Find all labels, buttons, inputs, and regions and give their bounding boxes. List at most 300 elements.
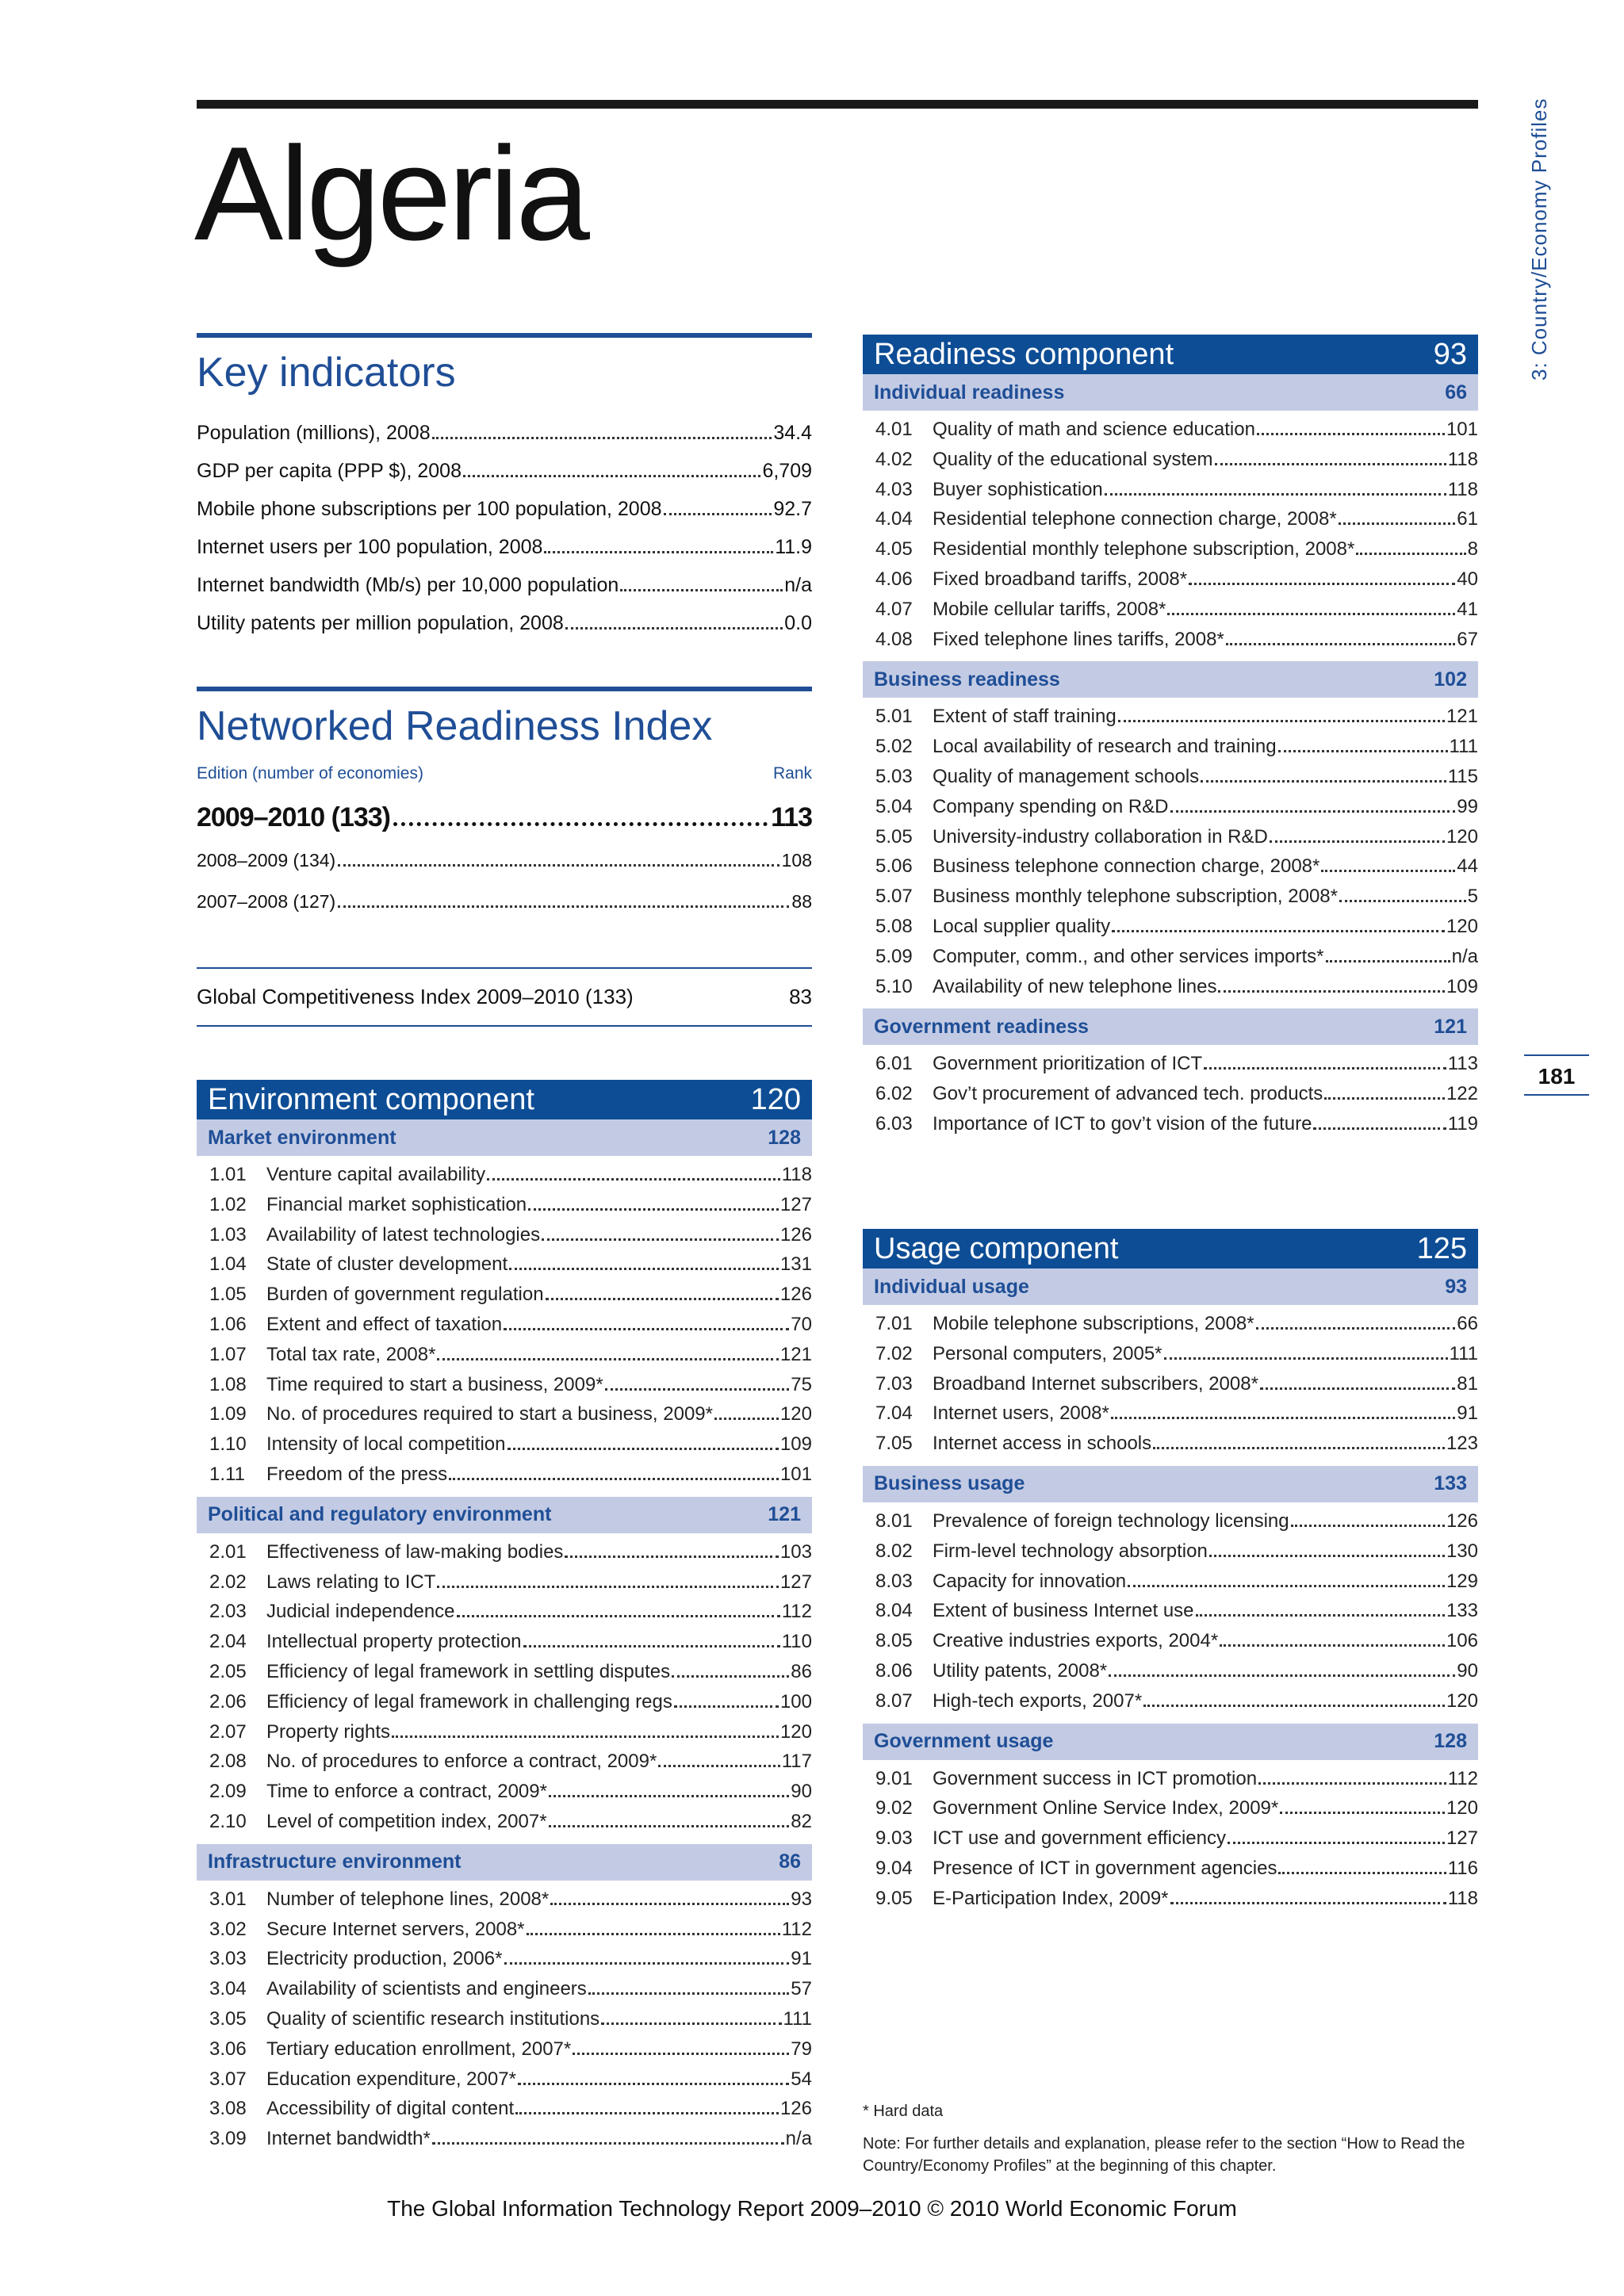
indicator-code: 6.03 [875, 1112, 913, 1135]
indicator-row [863, 1083, 1478, 1113]
indicator-code: 3.03 [209, 1948, 247, 1970]
indicator-label: Government prioritization of ICT [933, 1053, 1203, 1075]
indicator-label: Number of telephone lines, 2008* [266, 1888, 550, 1910]
indicator-label: Time required to start a business, 2009* [266, 1373, 603, 1395]
indicator-code: 9.04 [875, 1857, 913, 1879]
indicator-rank: 112 [781, 1601, 812, 1623]
indicator-row [197, 422, 812, 460]
leader-dots [1204, 1067, 1446, 1070]
indicator-label: Local availability of research and training [933, 736, 1277, 758]
indicator-rank: 109 [779, 1433, 812, 1456]
nri-section [197, 687, 812, 1027]
nri-row-label: 2008–2009 (134) [197, 850, 336, 871]
indicator-code: 5.06 [875, 855, 913, 878]
page-footer: The Global Information Technology Report 2009–2010 © 2010 World Economic Forum [387, 2196, 1237, 2221]
indicator-row [197, 1344, 812, 1374]
subcomponent-title: Government usage [874, 1730, 1054, 1753]
leader-dots [658, 1765, 779, 1767]
indicator-rank: 66 [1457, 1313, 1478, 1334]
indicator-row [197, 612, 812, 650]
leader-dots [620, 589, 783, 591]
indicator-row [863, 946, 1478, 976]
indicator-label: Mobile phone subscriptions per 100 population, 2008 [197, 498, 662, 520]
leader-dots [449, 1478, 779, 1480]
subcomponent-header [863, 1466, 1478, 1502]
indicator-label: Government Online Service Index, 2009* [933, 1797, 1279, 1820]
indicator-label: Electricity production, 2006* [266, 1948, 503, 1970]
indicator-label: Freedom of the press [266, 1463, 448, 1485]
indicator-row [863, 1768, 1478, 1798]
indicator-list [863, 698, 1478, 1005]
indicator-row [863, 1660, 1478, 1690]
indicator-row [197, 1224, 812, 1254]
leader-dots [1209, 1555, 1445, 1557]
leader-dots [508, 1448, 779, 1450]
side-label [1521, 48, 1561, 388]
indicator-rank: 130 [1446, 1540, 1478, 1562]
indicator-rank: 93 [791, 1888, 812, 1910]
indicator-rank: 111 [1449, 1342, 1478, 1364]
indicator-row [863, 736, 1478, 766]
indicator-code: 2.02 [209, 1571, 247, 1593]
indicator-label: Availability of new telephone lines [933, 975, 1217, 997]
indicator-label: GDP per capita (PPP $), 2008 [197, 460, 462, 482]
indicator-label: Extent of staff training [933, 706, 1116, 728]
indicator-code: 9.03 [875, 1827, 913, 1850]
indicator-label: Education expenditure, 2007* [266, 2068, 516, 2090]
indicator-rank: 119 [1447, 1112, 1478, 1135]
leader-dots [1260, 1387, 1455, 1390]
indicator-row [863, 916, 1478, 946]
indicator-row [863, 449, 1478, 479]
indicator-row [197, 1919, 812, 1949]
indicator-code: 2.09 [209, 1781, 247, 1803]
indicator-row [197, 1403, 812, 1433]
leader-dots [549, 1795, 789, 1797]
indicator-code: 9.02 [875, 1797, 913, 1820]
indicator-rank: 40 [1457, 568, 1478, 590]
indicator-code: 5.03 [875, 765, 913, 787]
further-details-note: Note: For further details and explanation, please refer to the section “How to Read the Country/Economy Profiles” at the beginning of this chapter. [863, 2135, 1465, 2175]
leader-dots [393, 822, 768, 826]
indicator-code: 8.01 [875, 1510, 913, 1532]
indicator-rank: 120 [1446, 915, 1478, 937]
indicator-rank: 126 [779, 2098, 812, 2120]
indicator-code: 4.06 [875, 568, 913, 590]
indicator-row [197, 1571, 812, 1601]
leader-dots [1167, 613, 1455, 615]
indicator-row [863, 1402, 1478, 1433]
indicator-row [863, 1827, 1478, 1858]
indicator-row [197, 1374, 812, 1404]
indicator-row [197, 1978, 812, 2008]
indicator-row [863, 706, 1478, 736]
indicator-rank: n/a [785, 2128, 812, 2150]
indicator-code: 2.10 [209, 1810, 247, 1832]
indicator-row [197, 2008, 812, 2038]
indicator-row [197, 1948, 812, 1978]
indicator-code: 7.03 [875, 1372, 913, 1395]
nri-current-label: 2009–2010 (133) [197, 802, 391, 832]
indicator-row [197, 1164, 812, 1194]
leader-dots [1339, 900, 1466, 902]
indicator-list [863, 1502, 1478, 1720]
indicator-rank: 54 [791, 2068, 812, 2090]
subcomponent-title: Business usage [874, 1472, 1025, 1495]
indicator-code: 2.06 [209, 1690, 247, 1712]
nri-row [197, 891, 812, 932]
indicator-row [197, 2068, 812, 2099]
indicator-row [863, 1113, 1478, 1143]
indicator-row [863, 1888, 1478, 1918]
indicator-rank: 86 [791, 1660, 812, 1682]
indicator-row [863, 1600, 1478, 1630]
indicator-rank: 61 [1457, 508, 1478, 530]
indicator-row [863, 1053, 1478, 1083]
indicator-value: n/a [784, 574, 812, 596]
indicator-label: Population (millions), 2008 [197, 422, 431, 444]
indicator-row [863, 766, 1478, 796]
indicator-label: Venture capital availability [266, 1164, 486, 1185]
leader-dots [1324, 1097, 1445, 1100]
indicator-rank: 126 [779, 1284, 812, 1306]
indicator-row [197, 2098, 812, 2128]
indicator-rank: 101 [1446, 419, 1478, 440]
indicator-code: 1.07 [209, 1343, 247, 1365]
leader-dots [1321, 870, 1455, 872]
rank-header: Rank [772, 764, 812, 783]
subcomponent-title: Individual usage [874, 1275, 1029, 1298]
indicator-label: Tertiary education enrollment, 2007* [266, 2038, 572, 2060]
leader-dots [714, 1418, 779, 1420]
indicator-row [197, 2128, 812, 2158]
indicator-code: 5.05 [875, 825, 913, 848]
indicator-row [863, 1540, 1478, 1571]
leader-dots [1112, 930, 1445, 932]
gci-value: 83 [789, 985, 812, 1008]
indicator-row [197, 498, 812, 536]
leader-dots [338, 864, 779, 867]
indicator-rank: 41 [1457, 598, 1478, 620]
readiness-component [863, 335, 1478, 1143]
indicator-rank: 113 [1447, 1053, 1478, 1075]
indicator-code: 5.09 [875, 945, 913, 967]
indicator-rank: 129 [1446, 1570, 1478, 1592]
leader-dots [527, 1933, 780, 1935]
component-title: Usage component [874, 1231, 1119, 1265]
indicator-code: 2.03 [209, 1601, 247, 1623]
indicator-row [197, 1691, 812, 1721]
indicator-label: ICT use and government efficiency [933, 1827, 1226, 1850]
indicator-rank: 123 [1446, 1433, 1478, 1455]
indicator-row [863, 1433, 1478, 1463]
indicator-code: 5.10 [875, 975, 913, 997]
indicator-code: 4.08 [875, 628, 913, 650]
indicator-row [197, 1433, 812, 1464]
indicator-row [197, 1541, 812, 1571]
indicator-label: Creative industries exports, 2004* [933, 1630, 1219, 1652]
subcomponent-header [197, 1119, 812, 1156]
indicator-code: 5.08 [875, 915, 913, 937]
indicator-row [863, 508, 1478, 538]
indicator-row [863, 1313, 1478, 1343]
indicator-label: Level of competition index, 2007* [266, 1810, 547, 1832]
subcomponent-header [863, 1008, 1478, 1045]
indicator-rank: 70 [791, 1313, 812, 1335]
indicator-label: Laws relating to ICT [266, 1571, 436, 1593]
leader-dots [1153, 1447, 1445, 1449]
leader-dots [1170, 1902, 1446, 1904]
indicator-row [863, 796, 1478, 826]
leader-dots [542, 1238, 779, 1241]
indicator-rank: 112 [1447, 1767, 1478, 1789]
top-rule [197, 100, 1478, 109]
indicator-row [863, 419, 1478, 449]
indicator-rank: 57 [791, 1978, 812, 2000]
indicator-label: No. of procedures to enforce a contract, 2009* [266, 1751, 657, 1773]
indicator-rank: 111 [783, 2007, 812, 2030]
indicator-code: 3.07 [209, 2068, 247, 2090]
indicator-row [863, 1373, 1478, 1403]
subcomponent-rank: 102 [1434, 668, 1467, 691]
indicator-rank: 111 [1449, 736, 1478, 758]
indicator-row [863, 855, 1478, 886]
leader-dots [457, 1615, 780, 1617]
leader-dots [588, 1992, 790, 1995]
leader-dots [432, 2142, 784, 2145]
indicator-rank: 90 [1457, 1659, 1478, 1682]
indicator-row [197, 536, 812, 574]
nri-current [197, 802, 812, 850]
indicator-row [197, 1464, 812, 1494]
indicator-label: Residential telephone connection charge, 2008* [933, 508, 1337, 530]
indicator-row [197, 1888, 812, 1919]
indicator-label: Government success in ICT promotion [933, 1767, 1258, 1789]
indicator-code: 3.08 [209, 2098, 247, 2120]
indicator-value: 34.4 [773, 422, 812, 444]
indicator-row [197, 574, 812, 612]
subcomponent-title: Infrastructure environment [208, 1850, 462, 1873]
gci-row [197, 967, 812, 1027]
indicator-code: 7.01 [875, 1313, 913, 1334]
component-header [863, 335, 1478, 374]
indicator-rank: 79 [791, 2038, 812, 2060]
leader-dots [1228, 1842, 1445, 1844]
indicator-row [197, 1601, 812, 1631]
indicator-code: 1.11 [209, 1463, 245, 1485]
leader-dots [674, 1705, 779, 1708]
indicator-rank: 103 [779, 1540, 812, 1563]
indicator-list [863, 411, 1478, 658]
indicator-label: Judicial independence [266, 1601, 455, 1623]
indicator-list [863, 1305, 1478, 1463]
indicator-code: 7.02 [875, 1342, 913, 1364]
indicator-code: 3.06 [209, 2038, 247, 2060]
section-rule [197, 687, 812, 691]
indicator-row [863, 479, 1478, 509]
indicator-label: Importance of ICT to gov’t vision of the future [933, 1112, 1312, 1135]
leader-dots [1118, 720, 1445, 722]
indicator-code: 7.04 [875, 1402, 913, 1425]
indicator-rank: 127 [1446, 1827, 1478, 1850]
indicator-label: Quality of the educational system [933, 448, 1213, 470]
indicator-code: 2.07 [209, 1720, 247, 1743]
subcomponent-header [197, 1844, 812, 1881]
indicator-label: Intensity of local competition [266, 1433, 506, 1456]
indicator-code: 8.04 [875, 1600, 913, 1622]
indicator-code: 3.05 [209, 2007, 247, 2030]
key-indicators-title: Key indicators [197, 350, 456, 396]
leader-dots [1143, 1705, 1445, 1707]
key-indicators-list [197, 422, 812, 650]
indicator-label: Internet bandwidth* [266, 2128, 431, 2150]
indicator-row [197, 1194, 812, 1224]
indicator-rank: 110 [781, 1631, 812, 1653]
indicator-rank: 118 [781, 1164, 812, 1185]
indicator-label: Intellectual property protection [266, 1631, 522, 1653]
indicator-rank: 121 [1446, 706, 1478, 728]
indicator-code: 6.01 [875, 1053, 913, 1075]
indicator-row [863, 1630, 1478, 1660]
indicator-code: 3.04 [209, 1978, 247, 2000]
usage-component [863, 1229, 1478, 1918]
gci-label: Global Competitiveness Index 2009–2010 (133) [197, 985, 634, 1008]
indicator-code: 9.05 [875, 1887, 913, 1909]
indicator-row [863, 599, 1478, 629]
indicator-code: 2.05 [209, 1660, 247, 1682]
indicator-rank: 75 [791, 1373, 812, 1395]
leader-dots [1220, 1644, 1445, 1647]
leader-dots [1164, 1357, 1448, 1360]
indicator-rank: 133 [1446, 1600, 1478, 1622]
indicator-row [863, 1690, 1478, 1720]
indicator-label: Availability of latest technologies [266, 1223, 541, 1246]
subcomponent-header [863, 374, 1478, 411]
subcomponent-rank: 128 [1434, 1730, 1467, 1753]
indicator-label: Effectiveness of law-making bodies [266, 1540, 564, 1563]
indicator-row [197, 1721, 812, 1751]
indicator-rank: 91 [1457, 1402, 1478, 1425]
leader-dots [544, 551, 773, 553]
indicator-rank: 117 [781, 1751, 812, 1773]
leader-dots [573, 2053, 789, 2055]
indicator-label: Gov’t procurement of advanced tech. products [933, 1083, 1323, 1105]
country-title: Algeria [194, 119, 587, 268]
indicator-list [197, 1881, 812, 2158]
indicator-label: Business monthly telephone subscription, 2008* [933, 886, 1338, 908]
indicator-label: Internet access in schools [933, 1433, 1152, 1455]
leader-dots [509, 1268, 779, 1270]
subcomponent-title: Government readiness [874, 1015, 1089, 1038]
indicator-rank: 44 [1457, 855, 1478, 878]
indicator-row [197, 460, 812, 498]
indicator-label: Prevalence of foreign technology licensing [933, 1510, 1289, 1532]
indicator-list [863, 1045, 1478, 1142]
nri-row-value: 108 [781, 850, 812, 871]
indicator-code: 8.05 [875, 1630, 913, 1652]
indicator-row [863, 568, 1478, 599]
indicator-rank: 120 [779, 1720, 812, 1743]
leader-dots [1256, 1327, 1456, 1330]
leader-dots [565, 1556, 779, 1558]
indicator-list [197, 1156, 812, 1494]
indicator-rank: 120 [1446, 1797, 1478, 1820]
indicator-code: 8.02 [875, 1540, 913, 1562]
indicator-label: Burden of government regulation [266, 1284, 544, 1306]
indicator-rank: 67 [1457, 628, 1478, 650]
indicator-rank: 81 [1457, 1372, 1478, 1395]
subcomponent-rank: 121 [1434, 1015, 1467, 1038]
page-number: 181 [1524, 1054, 1589, 1096]
leader-dots [432, 437, 772, 439]
indicator-label: University-industry collaboration in R&D [933, 825, 1268, 848]
indicator-rank: 91 [791, 1948, 812, 1970]
indicator-label: Company spending on R&D [933, 795, 1169, 817]
indicator-label: Firm-level technology absorption [933, 1540, 1208, 1562]
indicator-rank: n/a [1451, 945, 1478, 967]
indicator-rank: 120 [779, 1403, 812, 1425]
subcomponent-rank: 93 [1445, 1275, 1467, 1298]
leader-dots [1201, 780, 1446, 783]
indicator-code: 3.01 [209, 1888, 247, 1910]
leader-dots [515, 2112, 779, 2114]
leader-dots [437, 1586, 779, 1588]
indicator-code: 9.01 [875, 1767, 913, 1789]
indicator-row [863, 886, 1478, 916]
leader-dots [392, 1735, 779, 1738]
indicator-code: 8.07 [875, 1689, 913, 1712]
leader-dots [1218, 990, 1445, 993]
leader-dots [338, 905, 789, 908]
subcomponent-title: Business readiness [874, 668, 1060, 691]
indicator-rank: 127 [779, 1571, 812, 1593]
indicator-row [197, 1751, 812, 1781]
leader-dots [504, 1962, 790, 1965]
leader-dots [528, 1208, 779, 1211]
indicator-rank: 90 [791, 1781, 812, 1803]
indicator-code: 5.07 [875, 886, 913, 908]
indicator-code: 4.01 [875, 419, 913, 440]
leader-dots [605, 1388, 790, 1391]
indicator-rank: 115 [1447, 765, 1478, 787]
indicator-rank: 118 [1447, 478, 1478, 500]
nri-title: Networked Readiness Index [197, 703, 713, 749]
leader-dots [504, 1328, 789, 1330]
indicator-code: 1.06 [209, 1313, 247, 1335]
leader-dots [1128, 1585, 1445, 1587]
leader-dots [487, 1178, 780, 1181]
indicator-label: Residential monthly telephone subscription, 2008* [933, 538, 1355, 561]
indicator-row [197, 1284, 812, 1314]
indicator-label: Broadband Internet subscribers, 2008* [933, 1372, 1258, 1395]
indicator-list [197, 1533, 812, 1841]
indicator-label: Extent of business Internet use [933, 1600, 1194, 1622]
nri-row-value: 88 [791, 891, 812, 912]
component-rank: 125 [1416, 1231, 1467, 1265]
leader-dots [1105, 493, 1446, 496]
indicator-row [197, 1811, 812, 1841]
indicator-label: Secure Internet servers, 2008* [266, 1918, 525, 1940]
indicator-value: 6,709 [762, 460, 812, 482]
indicator-label: State of cluster development [266, 1253, 508, 1276]
indicator-label: No. of procedures required to start a business, 2009* [266, 1403, 713, 1425]
indicator-code: 1.09 [209, 1403, 247, 1425]
leader-dots [1291, 1525, 1445, 1527]
leader-dots [1356, 553, 1465, 555]
indicator-label: High-tech exports, 2007* [933, 1689, 1143, 1712]
leader-dots [1226, 643, 1456, 645]
leader-dots [672, 1675, 789, 1678]
